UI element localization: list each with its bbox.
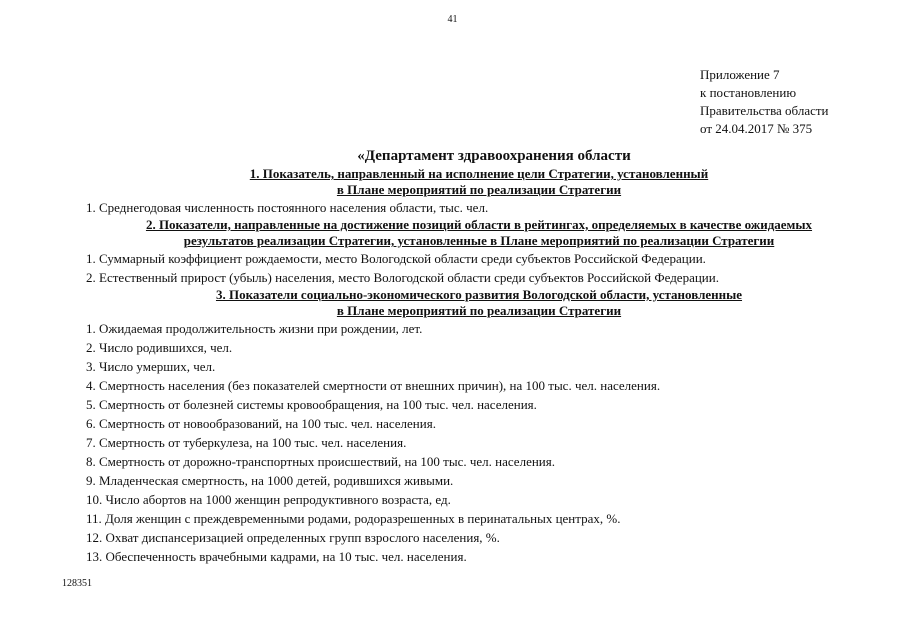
list-item: 2. Число родившихся, чел. xyxy=(86,340,233,355)
list-item: 4. Смертность населения (без показателей смертности от внешних причин), на 100 тыс. чел. населения. xyxy=(86,378,661,393)
list-item: 2. Естественный прирост (убыль) населения, место Вологодской области среди субъектов Российской Федерации. xyxy=(86,270,719,285)
document-body xyxy=(84,146,874,566)
list-item: 10. Число абортов на 1000 женщин репродуктивного возраста, ед. xyxy=(86,492,451,507)
page-number: 41 xyxy=(447,14,458,25)
section-heading-line: в Плане мероприятий по реализации Стратегии xyxy=(336,303,622,318)
section-heading-line: 1. Показатель, направленный на исполнение цели Стратегии, установленный xyxy=(249,166,709,181)
list-item: 11. Доля женщин с преждевременными родами, родоразрешенных в перинатальных центрах, %. xyxy=(86,511,621,526)
list-item: 7. Смертность от туберкулеза, на 100 тыс. чел. населения. xyxy=(86,435,407,450)
list-item: 6. Смертность от новообразований, на 100 тыс. чел. населения. xyxy=(86,416,436,431)
list-item: 1. Ожидаемая продолжительность жизни при рождении, лет. xyxy=(86,321,423,336)
list-item: 1. Среднегодовая численность постоянного населения области, тыс. чел. xyxy=(86,200,489,215)
department-title: «Департамент здравоохранения области xyxy=(357,148,631,164)
section-2-heading xyxy=(84,217,874,249)
list-item: 3. Число умерших, чел. xyxy=(86,359,216,374)
appendix-line: к постановлению xyxy=(700,85,797,100)
list-item: 1. Суммарный коэффициент рождаемости, место Вологодской области среди субъектов Российской Федерации. xyxy=(86,251,706,266)
list-item: 8. Смертность от дорожно-транспортных происшествий, на 100 тыс. чел. населения. xyxy=(86,454,555,469)
section-heading-line: 3. Показатели социально-экономического развития Вологодской области, установленные xyxy=(215,287,743,302)
list-item: 9. Младенческая смертность, на 1000 детей, родившихся живыми. xyxy=(86,473,454,488)
appendix-line: Правительства области xyxy=(700,103,829,118)
section-heading-line: 2. Показатели, направленные на достижение позиций области в рейтингах, определяемых в качестве ожидаемых xyxy=(145,217,813,232)
list-item: 5. Смертность от болезней системы кровообращения, на 100 тыс. чел. населения. xyxy=(86,397,537,412)
list-item: 13. Обеспеченность врачебными кадрами, на 10 тыс. чел. населения. xyxy=(86,549,467,564)
section-3-heading xyxy=(84,287,874,319)
section-heading-line: результатов реализации Стратегии, установленные в Плане мероприятий по реализации Стратегии xyxy=(183,233,775,248)
section-1-heading xyxy=(84,166,874,198)
list-item: 12. Охват диспансеризацией определенных групп взрослого населения, %. xyxy=(86,530,500,545)
footer-code: 128351 xyxy=(62,578,92,589)
section-heading-line: в Плане мероприятий по реализации Стратегии xyxy=(336,182,622,197)
appendix-block xyxy=(700,66,829,138)
appendix-line: Приложение 7 xyxy=(700,67,780,82)
appendix-line: от 24.04.2017 № 375 xyxy=(700,121,813,136)
